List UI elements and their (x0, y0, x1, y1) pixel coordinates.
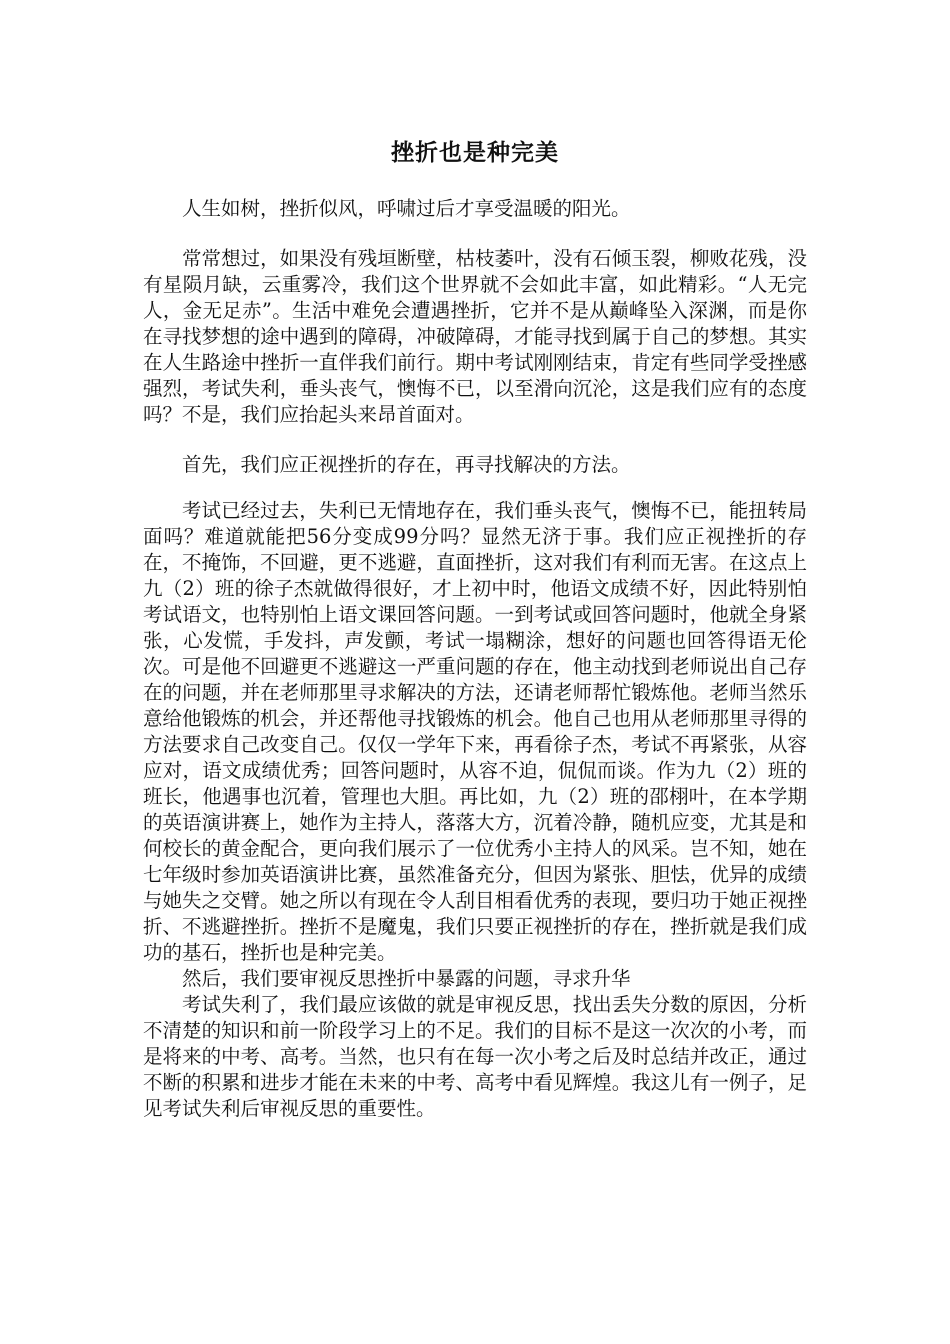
document-body (143, 196, 807, 1122)
paragraph-examples: 考试已经过去，失利已无情地存在，我们垂头丧气，懊悔不已，能扭转局面吗？难道就能把56分变成99分吗？显然无济于事。我们应正视挫折的存在，不掩饰，不回避，更不逃避，直面挫折，这对我们有利而无害。在这点上九（2）班的徐子杰就做得很好，才上初中时，他语文成绩不好，因此特别怕考试语文，也特别怕上语文课回答问题。一到考试或回答问题时，他就全身紧张，心发慌，手发抖，声发颤，考试一塌糊涂，想好的问题也回答得语无伦次。可是他不回避更不逃避这一严重问题的存在，他主动找到老师说出自己存在的问题，并在老师那里寻求解决的方法，还请老师帮忙锻炼他。老师当然乐意给他锻炼的机会，并还帮他寻找锻炼的机会。他自己也用从老师那里寻得的方法要求自己改变自己。仅仅一学年下来，再看徐子杰，考试不再紧张，从容应对，语文成绩优秀；回答问题时，从容不迫，侃侃而谈。作为九（2）班的班长，他遇事也沉着，管理也大胆。再比如，九（2）班的邵栩叶，在本学期的英语演讲赛上，她作为主持人，落落大方，沉着冷静，随机应变，尤其是和何校长的黄金配合，更向我们展示了一位优秀小主持人的风采。岂不知，她在七年级时参加英语演讲比赛，虽然准备充分，但因为紧张、胆怯，优异的成绩与她失之交臂。她之所以有现在令人刮目相看优秀的表现，要归功于她正视挫折、不逃避挫折。挫折不是魔鬼，我们只要正视挫折的存在，挫折就是我们成功的基石，挫折也是种完美。 (143, 499, 807, 964)
paragraph-second-point: 然后，我们要审视反思挫折中暴露的问题，寻求升华 (182, 967, 631, 990)
paragraph-first-point: 首先，我们应正视挫折的存在，再寻找解决的方法。 (182, 453, 631, 476)
paragraph-intro: 人生如树，挫折似风，呼啸过后才享受温暖的阳光。 (182, 197, 631, 220)
paragraph-exam-review: 考试失利了，我们最应该做的就是审视反思，找出丢失分数的原因，分析不清楚的知识和前一阶段学习上的不足。我们的目标不是这一次次的小考，而是将来的中考、高考。当然，也只有在每一次小考之后及时总结并改正，通过不断的积累和进步才能在未来的中考、高考中看见辉煌。我这儿有一例子，足见考试失利后审视反思的重要性。 (143, 993, 807, 1120)
document-title: 挫折也是种完美 (391, 139, 559, 166)
paragraph-reflection: 常常想过，如果没有残垣断壁，枯枝萎叶，没有石倾玉裂，柳败花残，没有星陨月缺，云重雾冷，我们这个世界就不会如此丰富，如此精彩。“人无完人，金无足赤”。生活中难免会遭遇挫折，它并不是从巅峰坠入深渊，而是你在寻找梦想的途中遇到的障碍，冲破障碍，才能寻找到属于自己的梦想。其实在人生路途中挫折一直伴我们前行。期中考试刚刚结束，肯定有些同学受挫感强烈，考试失利，垂头丧气，懊悔不已，以至滑向沉沦，这是我们应有的态度吗？不是，我们应抬起头来昂首面对。 (143, 247, 807, 426)
